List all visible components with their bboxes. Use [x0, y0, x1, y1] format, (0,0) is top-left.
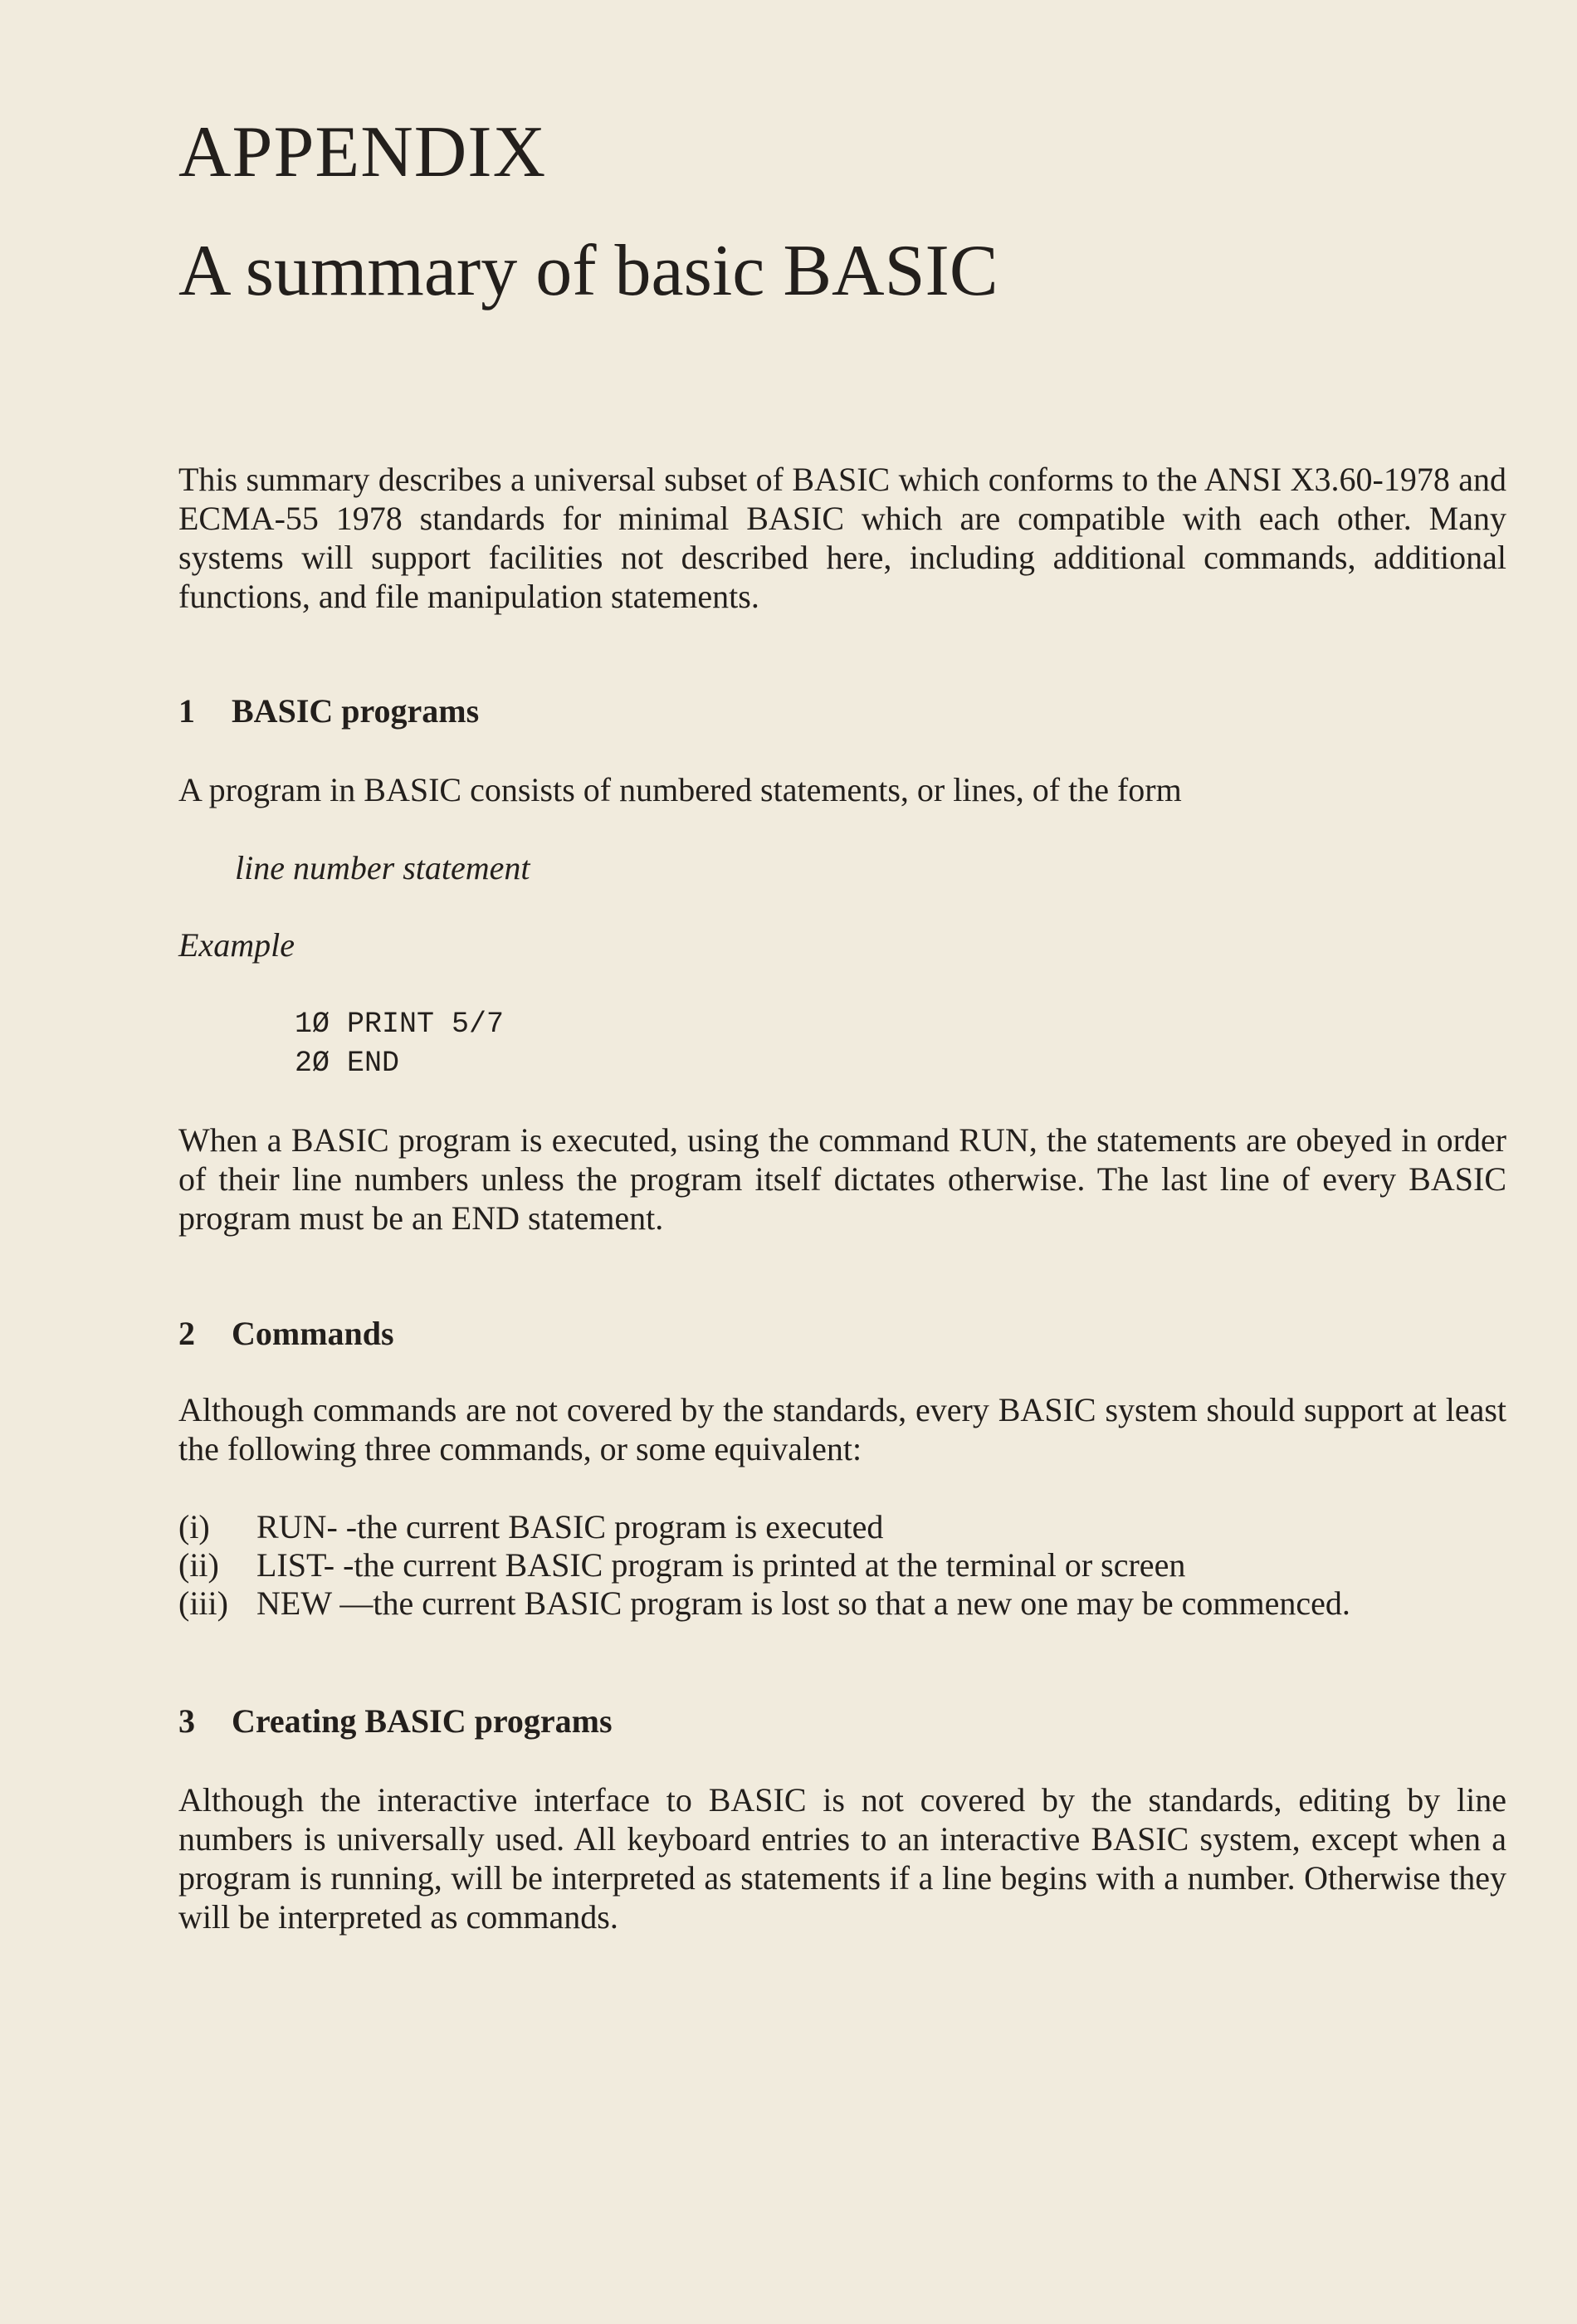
list-item-text: LIST- -the current BASIC program is printed at the terminal or screen — [256, 1546, 1186, 1584]
section-3-paragraph: Although the interactive interface to BASIC is not covered by the standards, editing by line numbers is universally used. All keyboard entries to an interactive BASIC system, except when a program is running, will be interpreted as statements if a line begins with a number. Otherwise they will be interpreted as commands. — [178, 1781, 1506, 1936]
section-3-title: Creating BASIC programs — [232, 1702, 613, 1740]
code-example — [295, 1005, 504, 1083]
list-item-text: RUN- -the current BASIC program is executed — [256, 1508, 884, 1545]
section-3-number: 3 — [178, 1702, 195, 1740]
list-item — [178, 1508, 1523, 1546]
code-line-1: 1Ø PRINT 5/7 — [295, 1008, 505, 1041]
appendix-title: A summary of basic BASIC — [178, 231, 998, 311]
list-marker: (i) — [178, 1508, 210, 1545]
code-line-2: 2Ø END — [295, 1047, 400, 1080]
list-item-text: NEW —the current BASIC program is lost so that a new one may be commenced. — [256, 1584, 1350, 1622]
appendix-heading: APPENDIX — [178, 112, 547, 193]
intro-paragraph: This summary describes a universal subset of BASIC which conforms to the ANSI X3.60-1978 and ECMA-55 1978 standards for minimal BASIC which are compatible with each other. Many systems will support facilities not described here, including additional commands, additional functions, and file manipulation statements. — [178, 461, 1506, 615]
list-marker: (ii) — [178, 1546, 219, 1584]
example-label: Example — [178, 926, 295, 964]
section-2-title: Commands — [232, 1315, 394, 1352]
list-item — [178, 1584, 1523, 1623]
section-1-number: 1 — [178, 692, 195, 730]
section-2-heading — [178, 1314, 394, 1353]
section-1-paragraph-2: When a BASIC program is executed, using the command RUN, the statements are obeyed in order of their line numbers unless the program itself dictates otherwise. The last line of every BASIC program must be an END statement. — [178, 1121, 1506, 1237]
list-marker: (iii) — [178, 1584, 228, 1622]
section-2-paragraph: Although commands are not covered by the standards, every BASIC system should support at least the following three commands, or some equivalent: — [178, 1391, 1506, 1467]
section-2-number: 2 — [178, 1315, 195, 1352]
form-line: line number statement — [235, 849, 530, 886]
section-3-heading — [178, 1702, 613, 1741]
section-1-title: BASIC programs — [232, 692, 480, 730]
commands-list — [178, 1508, 1523, 1623]
section-1-heading — [178, 691, 479, 730]
section-1-paragraph-1: A program in BASIC consists of numbered statements, or lines, of the form — [178, 771, 1182, 808]
list-item — [178, 1546, 1523, 1584]
